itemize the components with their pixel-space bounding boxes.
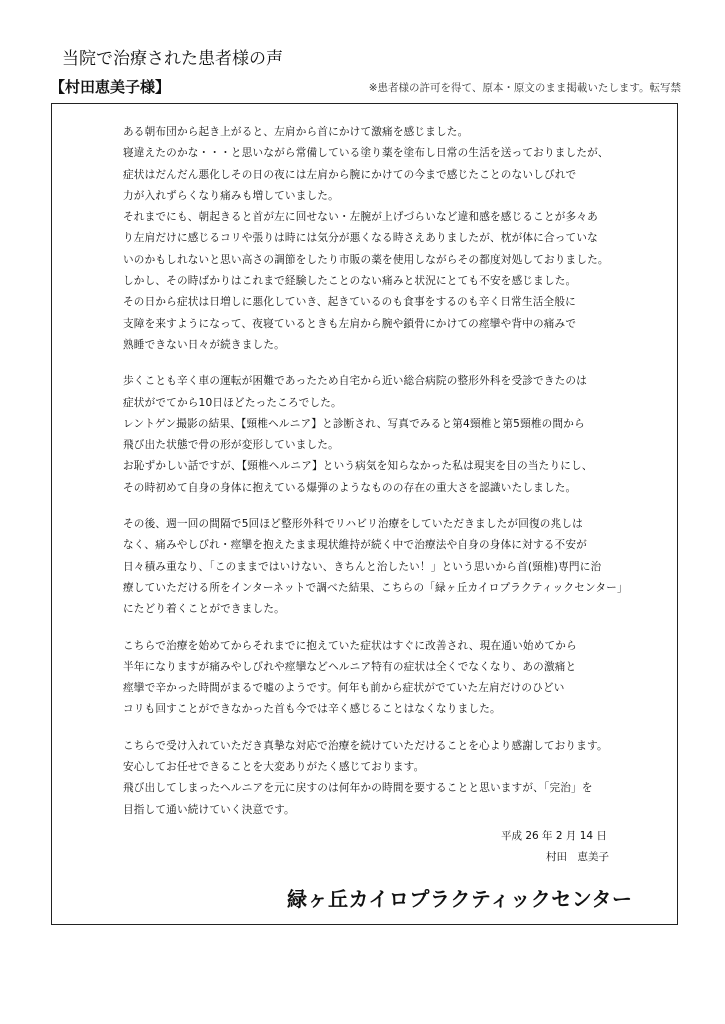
patient-name: 【村田恵美子様】 — [50, 78, 171, 96]
text-line: 半年になりますが痛みやしびれや痙攣などヘルニア特有の症状は全くでなくなり、あの激痛と — [123, 660, 577, 673]
text-line: 症状がでてから10日ほどたったころでした。 — [123, 396, 342, 409]
testimonial-paragraph — [123, 371, 643, 499]
text-line: 力が入れずらくなり痛みも増していました。 — [123, 189, 339, 202]
testimonial-paragraph — [123, 122, 643, 356]
text-line: 支障を来すようになって、夜寝ているときも左肩から腕や鎖骨にかけての痙攣や背中の痛みで — [123, 317, 577, 330]
clinic-name: 緑ヶ丘カイロプラクティックセンター — [287, 887, 633, 911]
text-line: お恥ずかしい話ですが、【頸椎ヘルニア】という病気を知らなかった私は現実を目の当たりにし、 — [123, 460, 593, 473]
text-line: にたどり着くことができました。 — [123, 603, 285, 616]
text-line: 安心してお任せできることを大変ありがたく感じております。 — [123, 761, 425, 774]
page-title: 当院で治療された患者様の声 — [62, 49, 283, 69]
testimonial-paragraph — [123, 514, 643, 620]
paragraph-gap — [123, 621, 643, 636]
text-line: その時初めて自身の身体に抱えている爆弾のようなものの存在の重大さを認識いたしました。 — [123, 481, 577, 494]
testimonial-paragraph — [123, 736, 643, 821]
text-line: レントゲン撮影の結果、【頸椎ヘルニア】と診断され、写真でみると第4頸椎と第5頸椎の間から — [123, 417, 585, 430]
text-line: その日から症状は日増しに悪化していき、起きているのも食事をするのも辛く日常生活全般に — [123, 296, 576, 309]
text-line: いのかもしれないと思い高さの調節をしたり市販の薬を使用しながらその都度対処しておりました。 — [123, 253, 609, 266]
testimonial-paragraph — [123, 636, 643, 721]
text-line: 熟睡できない日々が続きました。 — [123, 338, 285, 351]
text-line: 療していただける所をインターネットで調べた結果、こちらの「緑ヶ丘カイロプラクティックセンター」 — [123, 581, 628, 594]
text-line: 目指して通い続けていく決意です。 — [123, 803, 295, 816]
paragraph-gap — [123, 356, 643, 371]
paragraph-gap — [123, 721, 643, 736]
text-line: 飛び出た状態で骨の形が変形していました。 — [123, 439, 339, 452]
text-line: それまでにも、朝起きると首が左に回せない・左腕が上げづらいなど違和感を感じることが多々あ — [123, 211, 598, 224]
text-line: 飛び出してしまったヘルニアを元に戻すのは何年かの時間を要することと思いますが、「完治」を — [123, 782, 593, 795]
testimonial-signature: 村田 恵美子 — [546, 851, 609, 863]
text-line: 日々積み重なり、「このままではいけない、きちんと治したい！」という思いから首(頸椎)専門に治 — [123, 560, 602, 573]
text-line: なく、痛みやしびれ・痙攣を抱えたまま現状維持が続く中で治療法や自身の身体に対する不安が — [123, 539, 587, 552]
text-line: こちらで受け入れていただき真摯な対応で治療を続けていただけることを心より感謝しております。 — [123, 739, 608, 752]
text-line: ある朝布団から起き上がると、左肩から首にかけて激痛を感じました。 — [123, 126, 469, 138]
paragraph-gap — [123, 499, 643, 514]
text-line: 症状はだんだん悪化しその日の夜には左肩から腕にかけての今まで感じたことのないしびれで — [123, 168, 577, 181]
text-line: しかし、その時ばかりはこれまで経験したことのない痛みと状況にとても不安を感じました。 — [123, 275, 577, 288]
text-line: 歩くことも辛く車の運転が困難であったため自宅から近い総合病院の整形外科を受診できたのは — [123, 375, 588, 388]
text-line: 痙攣で辛かった時間がまるで嘘のようです。何年も前から症状がでていた左肩だけのひどい — [123, 682, 565, 695]
testimonial-body — [123, 122, 643, 821]
text-line: 寝違えたのかな・・・と思いながら常備している塗り薬を塗布し日常の生活を送っておりましたが、 — [123, 147, 609, 160]
text-line: その後、週一回の間隔で5回ほど整形外科でリハビリ治療をしていただきましたが回復の兆しは — [123, 518, 583, 531]
text-line: コリも回すことができなかった首も今では辛く感じることはなくなりました。 — [123, 703, 501, 716]
text-line: り左肩だけに感じるコリや張りは時には気分が悪くなる時さえありましたが、枕が体に合っていな — [123, 232, 598, 245]
text-line: こちらで治療を始めてからそれまでに抱えていた症状はすぐに改善され、現在通い始めてから — [123, 639, 577, 652]
reprint-notice: ※患者様の許可を得て、原本・原文のまま掲載いたします。転写禁 — [368, 82, 681, 94]
testimonial-date: 平成 26 年 2 月 14 日 — [501, 830, 607, 842]
